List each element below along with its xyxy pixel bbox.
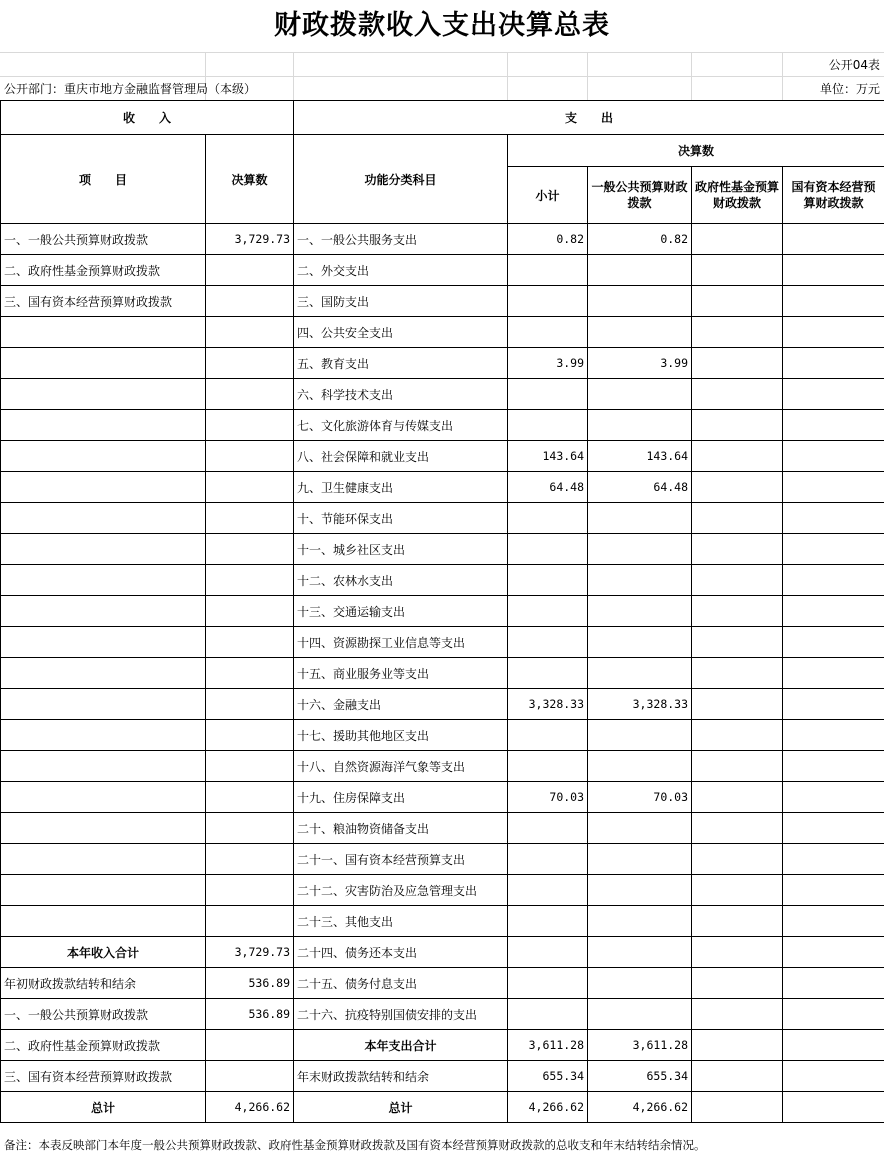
state-capital-cell xyxy=(783,472,884,503)
subtotal-cell: 64.48 xyxy=(508,472,588,503)
income-item-cell xyxy=(1,627,206,658)
income-item-cell: 三、国有资本经营预算财政拨款 xyxy=(1,286,206,317)
gov-fund-cell xyxy=(692,720,783,751)
income-amount-cell xyxy=(206,286,294,317)
table-row xyxy=(1,844,884,875)
subtotal-cell xyxy=(508,410,588,441)
general-budget-cell: 3.99 xyxy=(588,348,692,379)
gov-fund-header: 政府性基金预算财政拨款 xyxy=(692,167,783,224)
income-amount-cell xyxy=(206,627,294,658)
income-item-cell xyxy=(1,844,206,875)
subtotal-cell: 3.99 xyxy=(508,348,588,379)
expense-item-cell: 年末财政拨款结转和结余 xyxy=(294,1061,508,1092)
gridline xyxy=(782,52,783,100)
income-item-cell: 一、一般公共预算财政拨款 xyxy=(1,224,206,255)
state-capital-cell xyxy=(783,596,884,627)
gov-fund-cell xyxy=(692,1030,783,1061)
income-amount-cell xyxy=(206,658,294,689)
expense-item-cell: 十六、金融支出 xyxy=(294,689,508,720)
amount-header: 决算数 xyxy=(206,135,294,224)
income-item-cell: 年初财政拨款结转和结余 xyxy=(1,968,206,999)
subtotal-cell xyxy=(508,720,588,751)
gov-fund-cell xyxy=(692,255,783,286)
table-row xyxy=(1,286,884,317)
table-row xyxy=(1,1030,884,1061)
income-item-cell xyxy=(1,472,206,503)
state-capital-header: 国有资本经营预算财政拨款 xyxy=(783,167,884,224)
general-budget-cell: 3,328.33 xyxy=(588,689,692,720)
table-row xyxy=(1,1092,884,1123)
subtotal-cell xyxy=(508,906,588,937)
table-row xyxy=(1,534,884,565)
state-capital-cell xyxy=(783,1030,884,1061)
general-budget-cell xyxy=(588,503,692,534)
state-capital-cell xyxy=(783,627,884,658)
subtotal-cell xyxy=(508,317,588,348)
item-header: 项 目 xyxy=(1,135,206,224)
general-budget-cell xyxy=(588,410,692,441)
gov-fund-cell xyxy=(692,441,783,472)
table-row xyxy=(1,472,884,503)
expense-item-cell: 二十六、抗疫特别国债安排的支出 xyxy=(294,999,508,1030)
general-budget-cell: 64.48 xyxy=(588,472,692,503)
expense-item-cell: 五、教育支出 xyxy=(294,348,508,379)
state-capital-cell xyxy=(783,751,884,782)
income-amount-cell xyxy=(206,565,294,596)
income-item-cell: 本年收入合计 xyxy=(1,937,206,968)
state-capital-cell xyxy=(783,503,884,534)
state-capital-cell xyxy=(783,1061,884,1092)
state-capital-cell xyxy=(783,255,884,286)
expense-item-cell: 二十五、债务付息支出 xyxy=(294,968,508,999)
income-amount-cell xyxy=(206,503,294,534)
income-item-cell xyxy=(1,720,206,751)
income-amount-cell: 536.89 xyxy=(206,968,294,999)
gov-fund-cell xyxy=(692,844,783,875)
gov-fund-cell xyxy=(692,937,783,968)
expense-item-cell: 十二、农林水支出 xyxy=(294,565,508,596)
subtotal-cell xyxy=(508,658,588,689)
gov-fund-cell xyxy=(692,658,783,689)
unit-label: 单位：万元 xyxy=(819,82,880,96)
income-item-cell xyxy=(1,410,206,441)
table-row xyxy=(1,999,884,1030)
income-item-cell xyxy=(1,565,206,596)
general-budget-cell: 143.64 xyxy=(588,441,692,472)
table-row xyxy=(1,441,884,472)
subtotal-cell xyxy=(508,255,588,286)
income-item-cell xyxy=(1,441,206,472)
state-capital-cell xyxy=(783,224,884,255)
general-budget-cell xyxy=(588,937,692,968)
income-item-cell xyxy=(1,658,206,689)
general-budget-cell: 3,611.28 xyxy=(588,1030,692,1061)
gov-fund-cell xyxy=(692,875,783,906)
gridline xyxy=(0,52,884,53)
state-capital-cell xyxy=(783,410,884,441)
table-row xyxy=(1,1061,884,1092)
table-row xyxy=(1,689,884,720)
income-amount-cell xyxy=(206,844,294,875)
state-capital-cell xyxy=(783,1092,884,1123)
gov-fund-cell xyxy=(692,1061,783,1092)
expense-item-cell: 二、外交支出 xyxy=(294,255,508,286)
expense-item-cell: 十三、交通运输支出 xyxy=(294,596,508,627)
gov-fund-cell xyxy=(692,224,783,255)
general-budget-header: 一般公共预算财政拨款 xyxy=(588,167,692,224)
expense-item-cell: 七、文化旅游体育与传媒支出 xyxy=(294,410,508,441)
gov-fund-cell xyxy=(692,813,783,844)
income-item-cell xyxy=(1,813,206,844)
table-row xyxy=(1,720,884,751)
income-amount-cell xyxy=(206,441,294,472)
expense-item-cell: 十五、商业服务业等支出 xyxy=(294,658,508,689)
subtotal-cell xyxy=(508,813,588,844)
general-budget-cell: 4,266.62 xyxy=(588,1092,692,1123)
general-budget-cell xyxy=(588,565,692,596)
table-row xyxy=(1,782,884,813)
form-code: 公开04表 xyxy=(828,58,880,72)
table-row xyxy=(1,565,884,596)
income-item-cell: 二、政府性基金预算财政拨款 xyxy=(1,255,206,286)
income-item-cell xyxy=(1,596,206,627)
state-capital-cell xyxy=(783,658,884,689)
general-budget-cell xyxy=(588,255,692,286)
general-budget-cell xyxy=(588,968,692,999)
table-row xyxy=(1,968,884,999)
subtotal-cell xyxy=(508,534,588,565)
subtotal-cell: 3,328.33 xyxy=(508,689,588,720)
table-row xyxy=(1,751,884,782)
state-capital-cell xyxy=(783,534,884,565)
state-capital-cell xyxy=(783,689,884,720)
income-amount-cell xyxy=(206,689,294,720)
gov-fund-cell xyxy=(692,906,783,937)
general-budget-cell xyxy=(588,720,692,751)
gov-fund-cell xyxy=(692,751,783,782)
income-item-cell xyxy=(1,534,206,565)
income-item-cell: 三、国有资本经营预算财政拨款 xyxy=(1,1061,206,1092)
state-capital-cell xyxy=(783,565,884,596)
table-row xyxy=(1,627,884,658)
income-amount-cell: 4,266.62 xyxy=(206,1092,294,1123)
general-budget-cell xyxy=(588,875,692,906)
income-amount-cell xyxy=(206,379,294,410)
subtotal-cell xyxy=(508,999,588,1030)
subtotal-header: 小计 xyxy=(508,167,588,224)
gov-fund-cell xyxy=(692,317,783,348)
income-item-cell: 一、一般公共预算财政拨款 xyxy=(1,999,206,1030)
expense-item-cell: 二十二、灾害防治及应急管理支出 xyxy=(294,875,508,906)
table-row xyxy=(1,255,884,286)
income-amount-cell xyxy=(206,751,294,782)
expense-item-cell: 十四、资源勘探工业信息等支出 xyxy=(294,627,508,658)
state-capital-cell xyxy=(783,844,884,875)
general-budget-cell xyxy=(588,813,692,844)
table-row xyxy=(1,596,884,627)
department-label: 公开部门：重庆市地方金融监督管理局（本级） xyxy=(4,82,257,96)
subtotal-cell: 0.82 xyxy=(508,224,588,255)
gridline xyxy=(293,52,294,100)
income-header: 收 入 xyxy=(1,101,294,135)
gov-fund-cell xyxy=(692,968,783,999)
subtotal-cell xyxy=(508,875,588,906)
income-amount-cell xyxy=(206,875,294,906)
income-amount-cell xyxy=(206,596,294,627)
expense-item-cell: 二十一、国有资本经营预算支出 xyxy=(294,844,508,875)
state-capital-cell xyxy=(783,379,884,410)
gov-fund-cell xyxy=(692,286,783,317)
gov-fund-cell xyxy=(692,472,783,503)
expense-item-cell: 九、卫生健康支出 xyxy=(294,472,508,503)
income-amount-cell xyxy=(206,534,294,565)
gov-fund-cell xyxy=(692,999,783,1030)
subtotal-cell xyxy=(508,937,588,968)
income-item-cell xyxy=(1,379,206,410)
table-row xyxy=(1,348,884,379)
income-amount-cell xyxy=(206,906,294,937)
general-budget-cell xyxy=(588,751,692,782)
subtotal-cell: 143.64 xyxy=(508,441,588,472)
footnote: 备注：本表反映部门本年度一般公共预算财政拨款、政府性基金预算财政拨款及国有资本经营预算财政拨款的总收支和年末结转结余情况。 xyxy=(4,1138,706,1152)
income-item-cell xyxy=(1,906,206,937)
gov-fund-cell xyxy=(692,534,783,565)
income-amount-cell xyxy=(206,255,294,286)
gridline xyxy=(507,52,508,100)
expense-item-cell: 二十四、债务还本支出 xyxy=(294,937,508,968)
income-item-cell xyxy=(1,751,206,782)
gridline xyxy=(587,52,588,100)
expense-item-cell: 十一、城乡社区支出 xyxy=(294,534,508,565)
subtotal-cell xyxy=(508,596,588,627)
expense-item-cell: 四、公共安全支出 xyxy=(294,317,508,348)
general-budget-cell xyxy=(588,286,692,317)
income-item-cell: 总计 xyxy=(1,1092,206,1123)
income-amount-cell xyxy=(206,1061,294,1092)
expense-item-cell: 二十、粮油物资储备支出 xyxy=(294,813,508,844)
subtotal-cell: 655.34 xyxy=(508,1061,588,1092)
income-item-cell xyxy=(1,875,206,906)
gov-fund-cell xyxy=(692,627,783,658)
gov-fund-cell xyxy=(692,503,783,534)
table-row xyxy=(1,875,884,906)
gov-fund-cell xyxy=(692,410,783,441)
expense-item-cell: 八、社会保障和就业支出 xyxy=(294,441,508,472)
gov-fund-cell xyxy=(692,782,783,813)
expense-item-cell: 十、节能环保支出 xyxy=(294,503,508,534)
income-amount-cell: 536.89 xyxy=(206,999,294,1030)
table-row xyxy=(1,658,884,689)
expense-item-cell: 六、科学技术支出 xyxy=(294,379,508,410)
final-amount-header: 决算数 xyxy=(508,135,884,167)
expense-header: 支 出 xyxy=(294,101,884,135)
subtotal-cell xyxy=(508,968,588,999)
expense-item-cell: 二十三、其他支出 xyxy=(294,906,508,937)
table-row xyxy=(1,379,884,410)
state-capital-cell xyxy=(783,317,884,348)
income-item-cell xyxy=(1,503,206,534)
page-title: 财政拨款收入支出决算总表 xyxy=(274,10,610,41)
subtotal-cell: 3,611.28 xyxy=(508,1030,588,1061)
budget-table xyxy=(0,100,884,1123)
income-item-cell xyxy=(1,782,206,813)
income-item-cell xyxy=(1,348,206,379)
gov-fund-cell xyxy=(692,689,783,720)
gridline xyxy=(0,76,884,77)
expense-item-cell: 十八、自然资源海洋气象等支出 xyxy=(294,751,508,782)
expense-item-cell: 本年支出合计 xyxy=(294,1030,508,1061)
general-budget-cell xyxy=(588,596,692,627)
state-capital-cell xyxy=(783,813,884,844)
state-capital-cell xyxy=(783,968,884,999)
expense-item-cell: 一、一般公共服务支出 xyxy=(294,224,508,255)
income-amount-cell: 3,729.73 xyxy=(206,224,294,255)
table-row xyxy=(1,224,884,255)
table-row xyxy=(1,906,884,937)
table-row xyxy=(1,937,884,968)
general-budget-cell: 0.82 xyxy=(588,224,692,255)
subtotal-cell: 70.03 xyxy=(508,782,588,813)
expense-item-cell: 三、国防支出 xyxy=(294,286,508,317)
table-row xyxy=(1,317,884,348)
function-category-header: 功能分类科目 xyxy=(294,135,508,224)
table-row xyxy=(1,503,884,534)
general-budget-cell xyxy=(588,627,692,658)
gridline xyxy=(691,52,692,100)
income-amount-cell xyxy=(206,348,294,379)
general-budget-cell xyxy=(588,906,692,937)
general-budget-cell xyxy=(588,658,692,689)
table-row xyxy=(1,410,884,441)
gov-fund-cell xyxy=(692,1092,783,1123)
state-capital-cell xyxy=(783,937,884,968)
general-budget-cell xyxy=(588,317,692,348)
income-amount-cell xyxy=(206,1030,294,1061)
state-capital-cell xyxy=(783,999,884,1030)
state-capital-cell xyxy=(783,348,884,379)
subtotal-cell xyxy=(508,379,588,410)
expense-item-cell: 十七、援助其他地区支出 xyxy=(294,720,508,751)
income-amount-cell xyxy=(206,813,294,844)
income-amount-cell: 3,729.73 xyxy=(206,937,294,968)
income-item-cell: 二、政府性基金预算财政拨款 xyxy=(1,1030,206,1061)
state-capital-cell xyxy=(783,906,884,937)
subtotal-cell xyxy=(508,627,588,658)
state-capital-cell xyxy=(783,441,884,472)
table-row xyxy=(1,813,884,844)
subtotal-cell xyxy=(508,751,588,782)
income-item-cell xyxy=(1,317,206,348)
general-budget-cell xyxy=(588,844,692,875)
subtotal-cell xyxy=(508,844,588,875)
state-capital-cell xyxy=(783,286,884,317)
state-capital-cell xyxy=(783,782,884,813)
expense-item-cell: 十九、住房保障支出 xyxy=(294,782,508,813)
subtotal-cell xyxy=(508,565,588,596)
state-capital-cell xyxy=(783,720,884,751)
income-amount-cell xyxy=(206,720,294,751)
income-amount-cell xyxy=(206,782,294,813)
general-budget-cell: 655.34 xyxy=(588,1061,692,1092)
general-budget-cell xyxy=(588,379,692,410)
gov-fund-cell xyxy=(692,348,783,379)
general-budget-cell: 70.03 xyxy=(588,782,692,813)
income-amount-cell xyxy=(206,472,294,503)
gov-fund-cell xyxy=(692,379,783,410)
income-amount-cell xyxy=(206,410,294,441)
general-budget-cell xyxy=(588,534,692,565)
subtotal-cell xyxy=(508,286,588,317)
general-budget-cell xyxy=(588,999,692,1030)
subtotal-cell: 4,266.62 xyxy=(508,1092,588,1123)
gov-fund-cell xyxy=(692,596,783,627)
gov-fund-cell xyxy=(692,565,783,596)
subtotal-cell xyxy=(508,503,588,534)
income-item-cell xyxy=(1,689,206,720)
state-capital-cell xyxy=(783,875,884,906)
expense-item-cell: 总计 xyxy=(294,1092,508,1123)
income-amount-cell xyxy=(206,317,294,348)
